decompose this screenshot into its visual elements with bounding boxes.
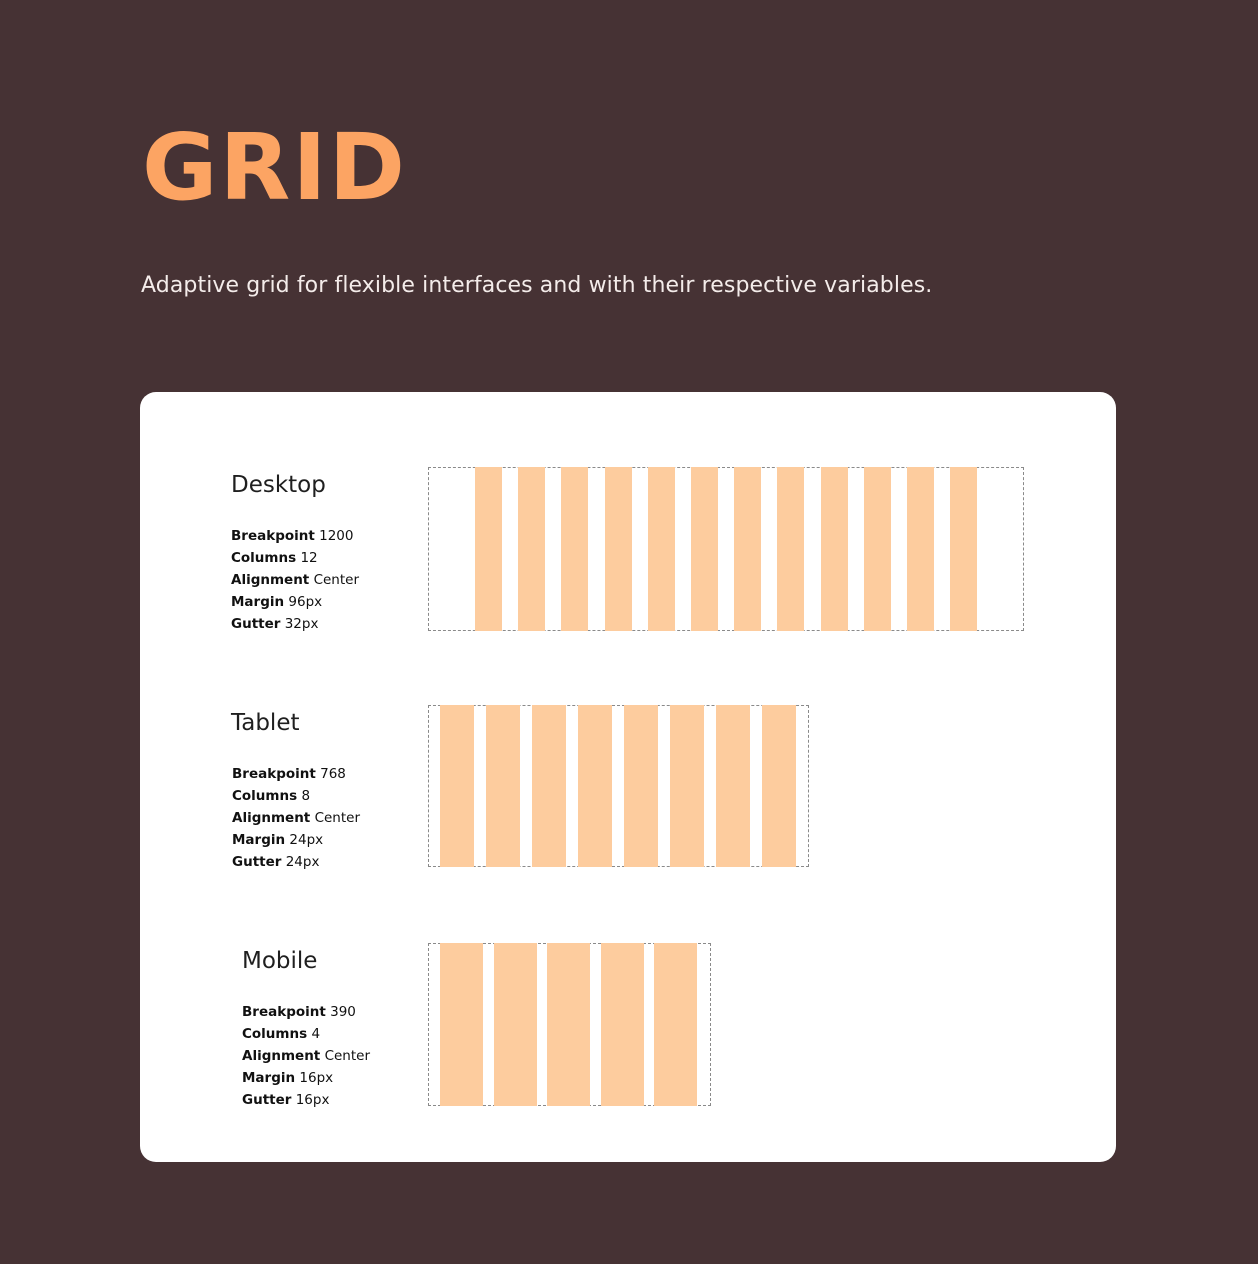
grid-column [670, 705, 704, 867]
grid-column [486, 705, 520, 867]
mobile-specs [242, 1001, 370, 1111]
mobile-gutter: Gutter 16px [242, 1092, 330, 1108]
grid-column [518, 467, 545, 631]
tablet-gutter: Gutter 24px [232, 854, 320, 870]
mobile-margin: Margin 16px [242, 1070, 334, 1086]
grid-column [762, 705, 796, 867]
grid-column [654, 943, 697, 1106]
desktop-alignment: Alignment Center [231, 572, 359, 588]
desktop-margin: Margin 96px [231, 594, 323, 610]
grid-column [907, 467, 934, 631]
grid-column [734, 467, 761, 631]
grid-column [547, 943, 590, 1106]
grid-column [440, 943, 483, 1106]
grid-column [475, 467, 502, 631]
tablet-breakpoint: Breakpoint 768 [232, 766, 346, 782]
grid-column [601, 943, 644, 1106]
grid-column [648, 467, 675, 631]
desktop-breakpoint: Breakpoint 1200 [231, 528, 354, 544]
mobile-label: Mobile [242, 948, 318, 974]
grid-column [624, 705, 658, 867]
mobile-alignment: Alignment Center [242, 1048, 370, 1064]
grid-column [578, 705, 612, 867]
tablet-grid-preview [428, 705, 809, 867]
page-title: GRID [142, 114, 407, 221]
tablet-label: Tablet [231, 710, 300, 736]
tablet-margin: Margin 24px [232, 832, 324, 848]
grid-column [605, 467, 632, 631]
grid-column [494, 943, 537, 1106]
mobile-breakpoint: Breakpoint 390 [242, 1004, 356, 1020]
desktop-gutter: Gutter 32px [231, 616, 319, 632]
grid-column [950, 467, 977, 631]
desktop-columns: Columns 12 [231, 550, 318, 566]
grid-column [777, 467, 804, 631]
page-subtitle: Adaptive grid for flexible interfaces and with their respective variables. [141, 273, 933, 298]
desktop-specs [231, 525, 359, 635]
tablet-columns: Columns 8 [232, 788, 311, 804]
grid-column [716, 705, 750, 867]
tablet-specs [232, 763, 360, 873]
desktop-label: Desktop [231, 472, 326, 498]
tablet-alignment: Alignment Center [232, 810, 360, 826]
grid-column [561, 467, 588, 631]
grid-column [440, 705, 474, 867]
grid-column [691, 467, 718, 631]
grid-spec-card [140, 392, 1116, 1162]
desktop-grid-preview [428, 467, 1024, 631]
grid-column [532, 705, 566, 867]
grid-column [821, 467, 848, 631]
grid-column [864, 467, 891, 631]
mobile-grid-preview [428, 943, 711, 1106]
mobile-columns: Columns 4 [242, 1026, 321, 1042]
